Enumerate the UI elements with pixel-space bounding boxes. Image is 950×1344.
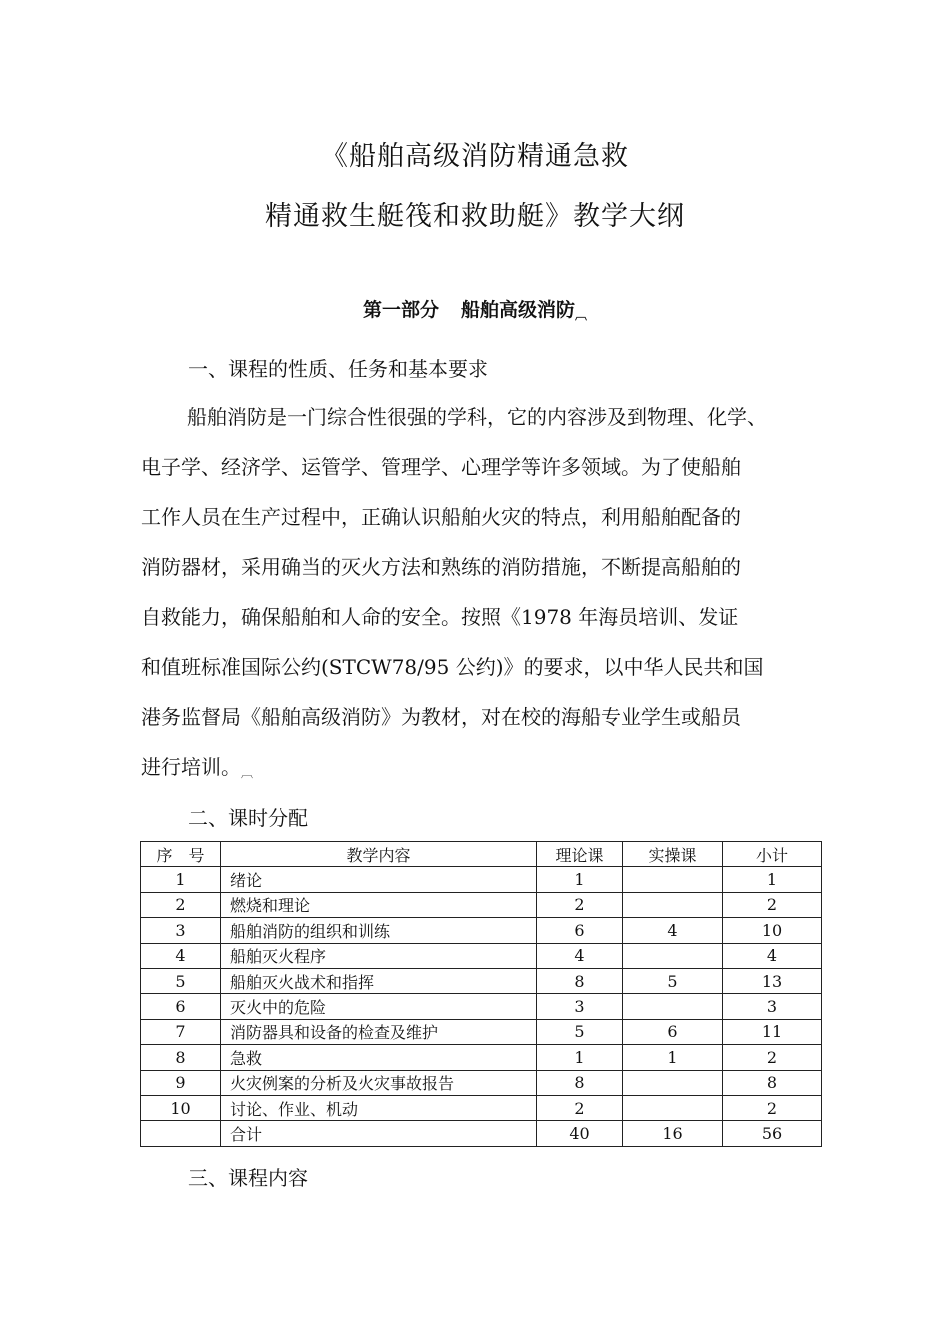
cell-content: 火灾例案的分析及火灾事故报告: [221, 1070, 537, 1095]
paragraph-mark: ︹: [241, 766, 254, 780]
body-paragraph: [141, 400, 831, 800]
cell-content: 消防器具和设备的检查及维护: [221, 1019, 537, 1044]
cell-index: 6: [141, 994, 221, 1019]
cell-subtotal: 11: [723, 1019, 822, 1044]
cell-theory: 3: [537, 994, 623, 1019]
table-row: [141, 1019, 822, 1044]
cell-practice: 6: [623, 1019, 723, 1044]
paragraph-mark: ︹: [575, 308, 588, 322]
table-row: [141, 867, 822, 892]
cell-theory: 4: [537, 943, 623, 968]
cell-content: 船舶消防的组织和训练: [221, 918, 537, 943]
table-row: [141, 1095, 822, 1120]
cell-theory: 8: [537, 968, 623, 993]
cell-index: 5: [141, 968, 221, 993]
cell-content: 燃烧和理论: [221, 892, 537, 917]
cell-index: 9: [141, 1070, 221, 1095]
cell-practice: [623, 867, 723, 892]
cell-index: 1: [141, 867, 221, 892]
cell-practice: 4: [623, 918, 723, 943]
cell-index: 7: [141, 1019, 221, 1044]
header-content: 教学内容: [221, 842, 537, 867]
section-heading-1: 一、课程的性质、任务和基本要求: [188, 357, 488, 381]
table-row: [141, 1045, 822, 1070]
paragraph-line: 电子学、经济学、运管学、管理学、心理学等许多领域。为了使船舶: [141, 455, 741, 479]
cell-practice: 1: [623, 1045, 723, 1070]
table-row: [141, 968, 822, 993]
hours-table: [140, 841, 822, 1147]
cell-practice: [623, 943, 723, 968]
cell-subtotal: 2: [723, 1045, 822, 1070]
cell-practice: [623, 892, 723, 917]
title-line-1: 《船舶高级消防精通急救: [321, 141, 629, 172]
title-line-2: 精通救生艇筏和救助艇》教学大纲: [265, 201, 685, 232]
table-row: [141, 943, 822, 968]
cell-subtotal: 10: [723, 918, 822, 943]
cell-content: 船舶灭火战术和指挥: [221, 968, 537, 993]
paragraph-last-text: 进行培训。: [141, 755, 241, 779]
part-name: 船舶高级消防: [460, 299, 575, 321]
cell-practice: 16: [623, 1121, 723, 1146]
paragraph-line: 自救能力，确保船舶和人命的安全。按照《1978 年海员培训、发证: [141, 605, 739, 629]
part-heading: [0, 295, 950, 323]
header-practice: 实操课: [623, 842, 723, 867]
table-row: [141, 1070, 822, 1095]
paragraph-line: 港务监督局《船舶高级消防》为教材，对在校的海船专业学生或船员: [141, 705, 741, 729]
table-row: [141, 994, 822, 1019]
cell-index: 8: [141, 1045, 221, 1070]
table-row: [141, 1121, 822, 1146]
header-theory: 理论课: [537, 842, 623, 867]
cell-index: [141, 1121, 221, 1146]
cell-practice: [623, 1070, 723, 1095]
cell-index: 2: [141, 892, 221, 917]
cell-content: 灭火中的危险: [221, 994, 537, 1019]
part-label: 第一部分: [362, 299, 439, 321]
section-heading-3: 三、课程内容: [188, 1166, 308, 1190]
paragraph-line: 消防器材，采用确当的灭火方法和熟练的消防措施，不断提高船舶的: [141, 555, 741, 579]
cell-practice: [623, 1095, 723, 1120]
cell-theory: 1: [537, 867, 623, 892]
section-heading-2: 二、课时分配: [188, 806, 308, 830]
cell-subtotal: 2: [723, 1095, 822, 1120]
cell-content: 急救: [221, 1045, 537, 1070]
table-row: [141, 892, 822, 917]
cell-theory: 2: [537, 892, 623, 917]
cell-index: 4: [141, 943, 221, 968]
cell-theory: 6: [537, 918, 623, 943]
cell-practice: 5: [623, 968, 723, 993]
cell-theory: 5: [537, 1019, 623, 1044]
cell-theory: 8: [537, 1070, 623, 1095]
paragraph-line: 和值班标准国际公约(STCW78/95 公约)》的要求，以中华人民共和国: [141, 655, 764, 679]
cell-content: 船舶灭火程序: [221, 943, 537, 968]
cell-index: 3: [141, 918, 221, 943]
cell-subtotal: 4: [723, 943, 822, 968]
cell-subtotal: 2: [723, 892, 822, 917]
cell-theory: 1: [537, 1045, 623, 1070]
cell-theory: 40: [537, 1121, 623, 1146]
table-row: [141, 918, 822, 943]
paragraph-line: 船舶消防是一门综合性很强的学科，它的内容涉及到物理、化学、: [187, 405, 767, 429]
cell-content: 讨论、作业、机动: [221, 1095, 537, 1120]
cell-theory: 2: [537, 1095, 623, 1120]
cell-content: 合计: [221, 1121, 537, 1146]
cell-content: 绪论: [221, 867, 537, 892]
cell-index: 10: [141, 1095, 221, 1120]
header-index: 序 号: [141, 842, 221, 867]
cell-subtotal: 3: [723, 994, 822, 1019]
cell-subtotal: 56: [723, 1121, 822, 1146]
cell-subtotal: 8: [723, 1070, 822, 1095]
paragraph-line: [141, 750, 831, 800]
cell-subtotal: 1: [723, 867, 822, 892]
header-subtotal: 小计: [723, 842, 822, 867]
paragraph-line: 工作人员在生产过程中，正确认识船舶火灾的特点，利用船舶配备的: [141, 505, 741, 529]
cell-practice: [623, 994, 723, 1019]
table-header-row: [141, 842, 822, 867]
cell-subtotal: 13: [723, 968, 822, 993]
